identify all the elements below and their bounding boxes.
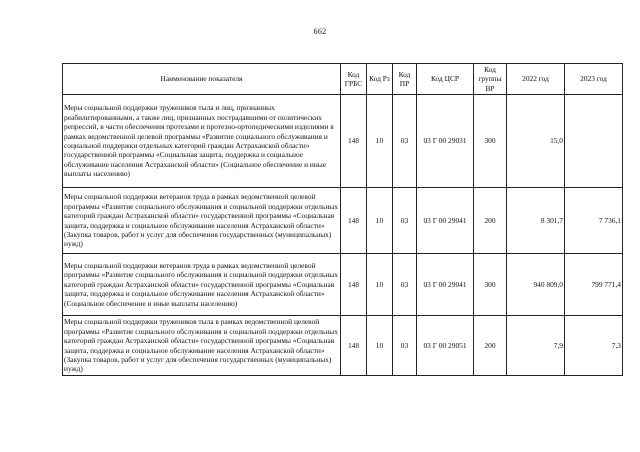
row-2022: 7,9 <box>507 316 565 376</box>
row-name: Меры социальной поддержки ветеранов труда в рамках ведомственной целевой программы «Развитие социального обслуживания и социальной поддержки отдельных категорий граждан Астраханской области» государственной программы «Социальная защита, поддержка и социальное обслуживание населения Астраханской области» (Закупка товаров, работ и услуг для обеспечения государственных (муниципальных) нужд) <box>63 188 341 254</box>
row-vr: 300 <box>474 95 507 188</box>
header-2023: 2023 год <box>565 64 623 95</box>
row-name: Меры социальной поддержки ветеранов труда в рамках ведомственной целевой программы «Развитие социального обслуживания и социальной поддержки отдельных категорий граждан Астраханской области» государственной программы «Социальная защита, поддержка и социальное обслуживание населения Астраханской области» (Социальное обеспечение и иные выплаты населению) <box>63 254 341 316</box>
row-grbs: 148 <box>341 316 367 376</box>
row-rz: 10 <box>367 188 393 254</box>
table-row <box>63 188 623 254</box>
row-2023: 7 736,1 <box>565 188 623 254</box>
row-vr: 200 <box>474 316 507 376</box>
row-2023: 7,3 <box>565 316 623 376</box>
row-grbs: 148 <box>341 188 367 254</box>
row-pr: 03 <box>393 95 417 188</box>
header-name: Наименование показателя <box>63 64 341 95</box>
row-2022: 940 809,0 <box>507 254 565 316</box>
row-csr: 03 Г 00 29041 <box>417 188 474 254</box>
budget-table <box>62 63 623 376</box>
row-name: Меры социальной поддержки тружеников тыла в рамках ведомственной целевой программы «Развитие социального обслуживания и социальной поддержки отдельных категорий граждан Астраханской области» государственной программы «Социальная защита, поддержка и социальное обслуживание населения Астраханской области» (Закупка товаров, работ и услуг для обеспечения государственных (муниципальных) нужд) <box>63 316 341 376</box>
row-2022: 8 301,7 <box>507 188 565 254</box>
header-grbs: Код ГРБС <box>341 64 367 95</box>
header-row <box>63 64 623 95</box>
row-2023 <box>565 95 623 188</box>
row-grbs: 148 <box>341 254 367 316</box>
row-2022: 15,0 <box>507 95 565 188</box>
row-pr: 03 <box>393 316 417 376</box>
row-rz: 10 <box>367 254 393 316</box>
row-name: Меры социальной поддержки тружеников тыла и лиц, признанных реабилитированными, а также лиц, признанных пострадавшими от политических репрессий, в части обеспечения протезами и протезно-ортопедическими изделиями в рамках ведомственной целевой программы «Развитие социального обслуживания и социальной поддержки отдельных категорий граждан Астраханской области» государственной программы «Социальная защита, поддержка и социальное обслуживание населения Астраханской области» (Социальное обеспечение и иные выплаты населению) <box>63 95 341 188</box>
header-pr: Код ПР <box>393 64 417 95</box>
table-row <box>63 316 623 376</box>
row-vr: 200 <box>474 188 507 254</box>
row-rz: 10 <box>367 95 393 188</box>
row-pr: 03 <box>393 254 417 316</box>
table-row <box>63 95 623 188</box>
header-2022: 2022 год <box>507 64 565 95</box>
row-rz: 10 <box>367 316 393 376</box>
row-csr: 03 Г 00 29041 <box>417 254 474 316</box>
row-csr: 03 Г 00 29051 <box>417 316 474 376</box>
row-csr: 03 Г 00 29031 <box>417 95 474 188</box>
table-row <box>63 254 623 316</box>
header-csr: Код ЦСР <box>417 64 474 95</box>
header-vr: Код группы ВР <box>474 64 507 95</box>
header-rz: Код Рз <box>367 64 393 95</box>
row-2023: 799 771,4 <box>565 254 623 316</box>
page-number: 662 <box>313 27 327 36</box>
row-grbs: 148 <box>341 95 367 188</box>
row-vr: 300 <box>474 254 507 316</box>
row-pr: 03 <box>393 188 417 254</box>
